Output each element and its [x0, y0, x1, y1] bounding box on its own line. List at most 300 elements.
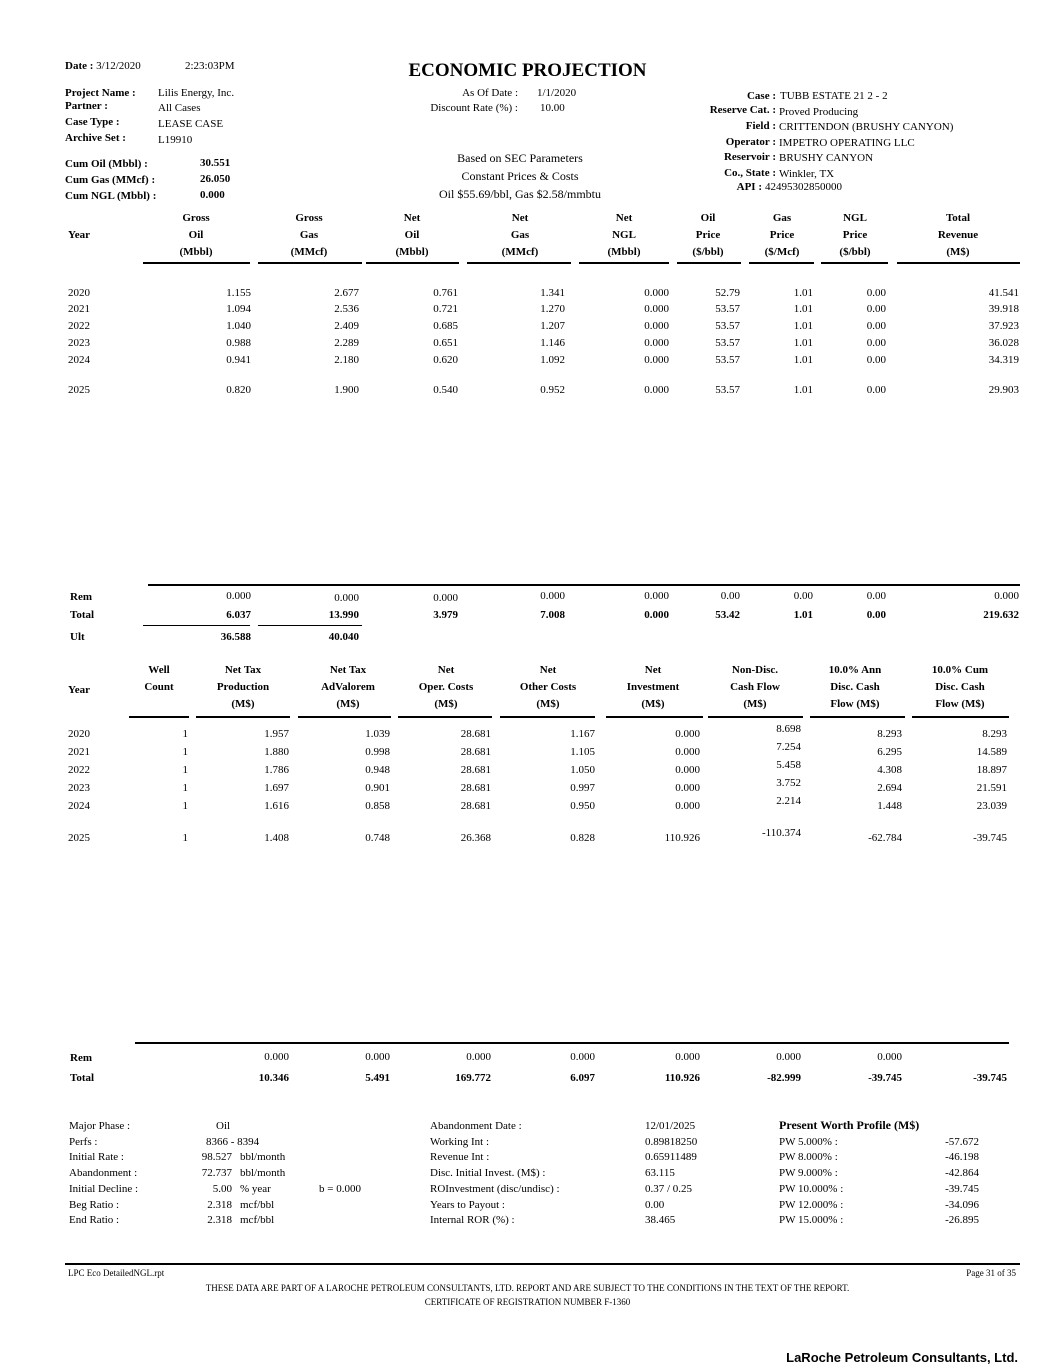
table1-cell: 2.409 — [334, 320, 359, 332]
case-type-label: Case Type : — [65, 116, 120, 128]
table2-cell: 6.295 — [877, 746, 902, 758]
table1-cell: 0.00 — [866, 384, 886, 396]
table2-total-cell: 110.926 — [664, 1072, 700, 1084]
table1-cell: 0.820 — [226, 384, 251, 396]
reservoir-value: BRUSHY CANYON — [779, 152, 874, 164]
table1-cell: 1.155 — [226, 287, 251, 299]
table1-cell: 0.00 — [866, 320, 886, 332]
date-value: 3/12/2020 — [96, 60, 141, 72]
table2-total-cell: 169.772 — [455, 1072, 491, 1084]
reserve-label: Reserve Cat. : — [709, 104, 776, 116]
summary-left-label: Initial Decline : — [69, 1183, 139, 1195]
case-type-value: LEASE CASE — [158, 118, 224, 130]
table1-cell: 1.146 — [540, 337, 565, 349]
page-title: ECONOMIC PROJECTION — [408, 60, 647, 81]
summary-mid-label: Working Int : — [430, 1136, 489, 1148]
summary-left-unit: bbl/month — [240, 1167, 286, 1179]
table2-cell: 1 — [182, 728, 188, 740]
table1-cell: 2.289 — [334, 337, 359, 349]
table2-cell: 1.957 — [264, 728, 289, 740]
table2-header-7-1: Disc. Cash — [830, 681, 880, 693]
table1-ult-label: Ult — [70, 631, 85, 643]
summary-mid-value: 0.37 / 0.25 — [645, 1183, 693, 1195]
table1-header-6-1: Price — [769, 229, 795, 241]
operator-value: IMPETRO OPERATING LLC — [779, 137, 915, 149]
table2-header-6-2: (M$) — [743, 698, 767, 710]
table2-cell: 1.880 — [264, 746, 289, 758]
table1-cell: 36.028 — [988, 337, 1019, 349]
table1-cell: 2.180 — [334, 354, 359, 366]
table1-ult-underline — [258, 625, 362, 626]
table2-header-2-0: Net Tax — [329, 664, 367, 676]
reserve-value: Proved Producing — [779, 106, 859, 118]
table1-header-4-2: (Mbbl) — [607, 246, 641, 258]
table2-cell: 8.698 — [776, 723, 801, 735]
table1-header-7-0: NGL — [843, 212, 867, 224]
table1-cell: 1.092 — [540, 354, 565, 366]
table1-header-1-1: Gas — [299, 229, 319, 241]
table2-row-year: 2021 — [68, 746, 90, 758]
archive-set-value: L19910 — [158, 134, 193, 146]
table2-cell: -110.374 — [761, 827, 801, 839]
table2-cell: 0.000 — [675, 746, 700, 758]
table1-rem-cell: 0.00 — [720, 590, 740, 602]
table2-cell: 1 — [182, 746, 188, 758]
table2-cell: 1 — [182, 800, 188, 812]
table1-header-8-1: Revenue — [937, 229, 979, 241]
table1-cell: 0.00 — [866, 354, 886, 366]
table2-cell: 28.681 — [460, 800, 491, 812]
table2-header-underline — [606, 716, 703, 718]
summary-mid-label: Internal ROR (%) : — [430, 1214, 515, 1226]
field-value: CRITTENDON (BRUSHY CANYON) — [779, 121, 954, 133]
table1-cell: 0.000 — [644, 287, 669, 299]
table2-cell: 28.681 — [460, 782, 491, 794]
table1-cell: 1.341 — [540, 287, 565, 299]
table1-header-6-2: ($/Mcf) — [764, 246, 800, 258]
table1-totals-rule — [148, 584, 1020, 586]
table2-cell: 0.000 — [675, 764, 700, 776]
table2-header-3-0: Net — [437, 664, 455, 676]
summary-left-value: 2.318 — [207, 1199, 232, 1211]
table2-total-label: Total — [70, 1072, 95, 1084]
table1-cell: 0.000 — [644, 320, 669, 332]
table1-total-cell: 0.000 — [644, 609, 669, 621]
table1-header-4-0: Net — [615, 212, 633, 224]
table1-cell: 1.01 — [793, 384, 813, 396]
pw-value: -42.864 — [945, 1167, 979, 1179]
summary-left-label: Abandonment : — [69, 1167, 138, 1179]
table1-cell: 0.685 — [433, 320, 458, 332]
table2-rem-cell: 0.000 — [570, 1051, 595, 1063]
year-header: Year — [68, 684, 90, 696]
table2-header-4-0: Net — [539, 664, 557, 676]
table1-header-5-0: Oil — [700, 212, 716, 224]
case-label: Case : — [746, 90, 776, 102]
table2-rem-cell: 0.000 — [466, 1051, 491, 1063]
table2-header-0-1: Count — [144, 681, 174, 693]
table2-cell: 110.926 — [664, 832, 700, 844]
discount-label: Discount Rate (%) : — [430, 102, 518, 114]
case-value: TUBB ESTATE 21 2 - 2 — [780, 90, 888, 102]
table2-header-underline — [298, 716, 391, 718]
table1-rem-cell: 0.000 — [994, 590, 1019, 602]
table1-total-cell: 0.00 — [866, 609, 886, 621]
table1-cell: 1.01 — [793, 354, 813, 366]
table1-rem-cell: 0.000 — [433, 592, 458, 604]
table2-cell: 0.901 — [365, 782, 390, 794]
cum-oil-label: Cum Oil (Mbbl) : — [65, 158, 148, 170]
table1-cell: 41.541 — [988, 287, 1019, 299]
table1-cell: 0.941 — [226, 354, 251, 366]
table1-cell: 1.094 — [226, 303, 251, 315]
summary-left-unit: mcf/bbl — [240, 1199, 275, 1211]
table2-rem-cell: 0.000 — [264, 1051, 289, 1063]
table1-cell: 1.01 — [793, 287, 813, 299]
summary-mid-value: 38.465 — [645, 1214, 676, 1226]
table1-cell: 53.57 — [715, 320, 740, 332]
summary-left-unit: % year — [240, 1183, 271, 1195]
table1-cell: 0.540 — [433, 384, 458, 396]
table1-cell: 0.00 — [866, 337, 886, 349]
table1-header-0-0: Gross — [182, 212, 210, 224]
table1-cell: 53.57 — [715, 354, 740, 366]
table1-header-underline — [366, 262, 459, 264]
sec-line-2: Constant Prices & Costs — [461, 169, 579, 183]
table1-cell: 1.01 — [793, 320, 813, 332]
table1-header-2-1: Oil — [404, 229, 420, 241]
table1-cell: 39.918 — [988, 303, 1019, 315]
discount-value: 10.00 — [540, 102, 565, 114]
pw-value: -57.672 — [945, 1136, 979, 1148]
table2-header-2-1: AdValorem — [321, 681, 375, 693]
table2-header-underline — [810, 716, 905, 718]
cum-ngl-label: Cum NGL (Mbbl) : — [65, 190, 157, 202]
table1-total-label: Total — [70, 609, 95, 621]
table2-header-3-1: Oper. Costs — [418, 681, 474, 693]
summary-left-value: 98.527 — [201, 1151, 232, 1163]
table1-cell: 2.677 — [334, 287, 359, 299]
table2-cell: 0.998 — [365, 746, 390, 758]
table2-cell: 1.167 — [570, 728, 595, 740]
table1-header-underline — [258, 262, 362, 264]
table1-total-cell: 1.01 — [793, 609, 813, 621]
table1-header-underline — [579, 262, 669, 264]
footer-rule — [65, 1263, 1020, 1265]
table1-total-cell: 219.632 — [983, 609, 1019, 621]
summary-mid-label: ROInvestment (disc/undisc) : — [430, 1183, 560, 1195]
table1-header-5-1: Price — [695, 229, 721, 241]
time-value: 2:23:03PM — [185, 60, 235, 72]
table2-header-7-2: Flow (M$) — [830, 698, 880, 710]
table1-header-1-2: (MMcf) — [290, 246, 328, 258]
summary-left-label: Initial Rate : — [69, 1151, 124, 1163]
table2-rem-cell: 0.000 — [675, 1051, 700, 1063]
table1-cell: 0.721 — [433, 303, 458, 315]
table1-row-year: 2024 — [68, 354, 90, 366]
table2-cell: 0.858 — [365, 800, 390, 812]
pw-title: Present Worth Profile (M$) — [779, 1118, 920, 1132]
table2-row-year: 2022 — [68, 764, 90, 776]
pw-value: -46.198 — [945, 1151, 979, 1163]
summary-left-value: 2.318 — [207, 1214, 232, 1226]
table2-header-4-1: Other Costs — [519, 681, 577, 693]
project-name-label: Project Name : — [65, 87, 136, 99]
table2-header-3-2: (M$) — [434, 698, 458, 710]
summary-mid-label: Revenue Int : — [430, 1151, 490, 1163]
summary-mid-value: 12/01/2025 — [645, 1120, 696, 1132]
table2-cell: 0.997 — [570, 782, 595, 794]
table1-ult-cell: 36.588 — [220, 631, 251, 643]
table2-cell: 1.408 — [264, 832, 289, 844]
table2-row-year: 2020 — [68, 728, 90, 740]
table2-cell: 1.050 — [570, 764, 595, 776]
summary-left-value: 5.00 — [212, 1183, 232, 1195]
costate-label: Co., State : — [724, 167, 776, 179]
table1-cell: 53.57 — [715, 303, 740, 315]
table1-cell: 0.761 — [433, 287, 458, 299]
year-header: Year — [68, 229, 90, 241]
table1-cell: 1.040 — [226, 320, 251, 332]
sec-line-1: Based on SEC Parameters — [457, 151, 583, 165]
table2-total-cell: -39.745 — [868, 1072, 902, 1084]
table2-header-8-0: 10.0% Cum — [931, 664, 989, 676]
table1-header-8-0: Total — [945, 212, 971, 224]
as-of-value: 1/1/2020 — [537, 87, 577, 99]
table1-cell: 1.207 — [540, 320, 565, 332]
table1-header-8-2: (M$) — [946, 246, 970, 258]
summary-mid-value: 0.00 — [645, 1199, 665, 1211]
table1-cell: 37.923 — [988, 320, 1019, 332]
table1-cell: 0.620 — [433, 354, 458, 366]
cum-gas-label: Cum Gas (MMcf) : — [65, 174, 156, 186]
table1-header-underline — [821, 262, 888, 264]
table2-rem-cell: 0.000 — [365, 1051, 390, 1063]
table1-rem-cell: 0.000 — [540, 590, 565, 602]
table2-cell: 26.368 — [460, 832, 491, 844]
table2-cell: 8.293 — [877, 728, 902, 740]
table1-header-4-1: NGL — [612, 229, 636, 241]
table1-cell: 2.536 — [334, 303, 359, 315]
operator-label: Operator : — [725, 136, 776, 148]
pw-label: PW 8.000% : — [779, 1151, 838, 1163]
table2-cell: 0.748 — [365, 832, 390, 844]
summary-left-label: End Ratio : — [69, 1214, 120, 1226]
table2-header-underline — [912, 716, 1009, 718]
summary-mid-label: Years to Payout : — [430, 1199, 505, 1211]
table2-header-1-0: Net Tax — [224, 664, 262, 676]
table2-rem-label: Rem — [70, 1052, 92, 1064]
table1-header-0-1: Oil — [188, 229, 204, 241]
table2-row-year: 2023 — [68, 782, 90, 794]
table2-cell: 1.786 — [264, 764, 289, 776]
disclaimer-line-2: CERTIFICATE OF REGISTRATION NUMBER F-1360 — [424, 1297, 631, 1307]
table1-row-year: 2020 — [68, 287, 90, 299]
table2-cell: 21.591 — [976, 782, 1007, 794]
partner-value: All Cases — [158, 102, 201, 114]
table1-rem-cell: 0.00 — [793, 590, 813, 602]
table2-cell: 0.000 — [675, 782, 700, 794]
cum-gas-value: 26.050 — [200, 173, 231, 185]
table2-rem-cell: 0.000 — [776, 1051, 801, 1063]
summary-left-label: Major Phase : — [69, 1120, 131, 1132]
table2-header-5-1: Investment — [626, 681, 680, 693]
disclaimer-line-1: THESE DATA ARE PART OF A LAROCHE PETROLEUM CONSULTANTS, LTD. REPORT AND ARE SUBJECT TO THE CONDITIONS IN THE TEXT OF THE REPORT. — [205, 1283, 850, 1293]
table2-totals-rule — [135, 1042, 1009, 1044]
table1-cell: 0.651 — [433, 337, 458, 349]
table2-header-8-2: Flow (M$) — [935, 698, 985, 710]
table2-header-underline — [500, 716, 595, 718]
table1-cell: 29.903 — [988, 384, 1019, 396]
table1-cell: 1.01 — [793, 303, 813, 315]
table2-cell: 1.105 — [570, 746, 595, 758]
table1-cell: 52.79 — [715, 287, 740, 299]
page-number: Page 31 of 35 — [966, 1268, 1016, 1278]
table2-cell: -39.745 — [973, 832, 1007, 844]
table2-row-year: 2025 — [68, 832, 90, 844]
cum-oil-value: 30.551 — [200, 157, 231, 169]
table1-cell: 0.00 — [866, 287, 886, 299]
table2-cell: 14.589 — [976, 746, 1007, 758]
summary-left-unit: bbl/month — [240, 1151, 286, 1163]
table1-ult-cell: 40.040 — [328, 631, 359, 643]
table2-cell: 1 — [182, 832, 188, 844]
summary-left-label: Beg Ratio : — [69, 1199, 120, 1211]
report-name: LPC Eco DetailedNGL.rpt — [68, 1268, 165, 1278]
table2-cell: 2.694 — [877, 782, 902, 794]
archive-set-label: Archive Set : — [65, 132, 126, 144]
summary-mid-value: 0.65911489 — [645, 1151, 697, 1163]
table1-header-underline — [143, 262, 250, 264]
table1-total-cell: 53.42 — [715, 609, 740, 621]
table2-header-underline — [708, 716, 803, 718]
summary-left-unit: mcf/bbl — [240, 1214, 275, 1226]
table2-total-cell: 6.097 — [570, 1072, 595, 1084]
table1-cell: 0.000 — [644, 337, 669, 349]
table1-total-cell: 6.037 — [226, 609, 251, 621]
table1-header-7-1: Price — [842, 229, 868, 241]
table1-header-1-0: Gross — [295, 212, 323, 224]
table1-header-underline — [677, 262, 741, 264]
table1-cell: 0.000 — [644, 384, 669, 396]
date-label: Date : 3/12/2020 — [65, 60, 141, 72]
table1-ult-underline — [143, 625, 250, 626]
table2-cell: 28.681 — [460, 728, 491, 740]
table2-row-year: 2024 — [68, 800, 90, 812]
table2-cell: 23.039 — [976, 800, 1007, 812]
table1-header-2-2: (Mbbl) — [395, 246, 429, 258]
table1-row-year: 2025 — [68, 384, 90, 396]
sec-line-3: Oil $55.69/bbl, Gas $2.58/mmbtu — [439, 187, 601, 201]
table2-cell: 8.293 — [982, 728, 1007, 740]
table1-cell: 53.57 — [715, 384, 740, 396]
summary-left-value: Oil — [216, 1120, 231, 1132]
summary-mid-label: Disc. Initial Invest. (M$) : — [430, 1167, 546, 1179]
table2-cell: 1.616 — [264, 800, 289, 812]
table2-cell: 3.752 — [776, 777, 801, 789]
api-label: API : — [736, 181, 762, 193]
summary-mid-label: Abandonment Date : — [430, 1120, 522, 1132]
table2-cell: 28.681 — [460, 764, 491, 776]
project-name-value: Lilis Energy, Inc. — [158, 87, 235, 99]
table2-header-underline — [398, 716, 492, 718]
table2-total-cell: -39.745 — [973, 1072, 1007, 1084]
table2-total-cell: 5.491 — [365, 1072, 390, 1084]
table2-cell: 0.948 — [365, 764, 390, 776]
table2-total-cell: 10.346 — [258, 1072, 289, 1084]
table2-cell: 0.000 — [675, 728, 700, 740]
table2-header-8-1: Disc. Cash — [935, 681, 985, 693]
table2-cell: 28.681 — [460, 746, 491, 758]
table1-cell: 0.952 — [540, 384, 565, 396]
table1-header-0-2: (Mbbl) — [179, 246, 213, 258]
table1-total-cell: 3.979 — [433, 609, 458, 621]
table1-cell: 1.900 — [334, 384, 359, 396]
pw-value: -34.096 — [945, 1199, 979, 1211]
table1-rem-cell: 0.00 — [866, 590, 886, 602]
table2-cell: 1.697 — [264, 782, 289, 794]
table2-cell: 4.308 — [877, 764, 902, 776]
table2-header-5-0: Net — [644, 664, 662, 676]
field-label: Field : — [745, 120, 776, 132]
table2-cell: 1.448 — [877, 800, 902, 812]
table2-cell: 0.000 — [675, 800, 700, 812]
table1-rem-cell: 0.000 — [226, 590, 251, 602]
table2-header-6-0: Non-Disc. — [731, 664, 779, 676]
table1-header-underline — [749, 262, 814, 264]
pw-label: PW 5.000% : — [779, 1136, 838, 1148]
summary-mid-value: 63.115 — [645, 1167, 675, 1179]
table2-header-7-0: 10.0% Ann — [828, 664, 882, 676]
table1-cell: 0.000 — [644, 354, 669, 366]
table1-header-7-2: ($/bbl) — [839, 246, 871, 258]
summary-left-value: 8366 - 8394 — [206, 1136, 260, 1148]
table2-cell: 18.897 — [976, 764, 1007, 776]
table2-cell: 0.950 — [570, 800, 595, 812]
pw-label: PW 12.000% : — [779, 1199, 844, 1211]
table1-total-cell: 13.990 — [328, 609, 359, 621]
table1-header-5-2: ($/bbl) — [692, 246, 724, 258]
table1-header-3-2: (MMcf) — [501, 246, 539, 258]
table2-header-underline — [196, 716, 290, 718]
partner-label: Partner : — [65, 100, 108, 112]
table1-header-underline — [897, 262, 1020, 264]
table2-cell: 7.254 — [776, 741, 801, 753]
pw-value: -39.745 — [945, 1183, 979, 1195]
table2-cell: 5.458 — [776, 759, 801, 771]
table2-header-5-2: (M$) — [641, 698, 665, 710]
table1-cell: 0.988 — [226, 337, 251, 349]
reservoir-label: Reservoir : — [723, 151, 776, 163]
table2-cell: 1 — [182, 782, 188, 794]
table1-header-3-1: Gas — [510, 229, 530, 241]
table1-rem-cell: 0.000 — [334, 592, 359, 604]
table2-cell: -62.784 — [868, 832, 902, 844]
table1-cell: 1.01 — [793, 337, 813, 349]
table2-cell: 2.214 — [776, 795, 801, 807]
table2-rem-cell: 0.000 — [877, 1051, 902, 1063]
table2-header-2-2: (M$) — [336, 698, 360, 710]
table1-cell: 53.57 — [715, 337, 740, 349]
as-of-label: As Of Date : — [462, 87, 518, 99]
table1-header-2-0: Net — [403, 212, 421, 224]
api-value: 42495302850000 — [765, 181, 842, 193]
table1-total-cell: 7.008 — [540, 609, 565, 621]
table1-cell: 1.270 — [540, 303, 565, 315]
table2-header-underline — [129, 716, 189, 718]
table2-header-0-0: Well — [148, 664, 170, 676]
pw-label: PW 15.000% : — [779, 1214, 844, 1226]
